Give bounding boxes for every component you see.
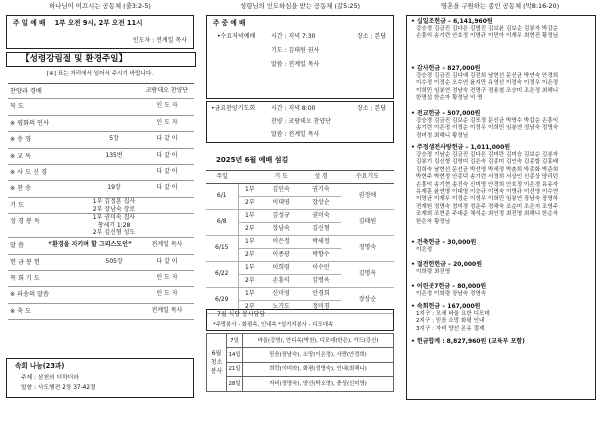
order-item-person: 인 도 자 <box>156 273 178 281</box>
col-date: 주일 <box>206 171 238 184</box>
sunday-theme-banner: 【성령강림절 및 환경주일】 <box>6 52 196 67</box>
order-item-person: 다 같 이 <box>156 184 178 192</box>
order-item-person: 다 같 이 <box>156 151 178 159</box>
column2-heading: 성령님의 인도하심을 받는 공동체 (갈5:25) <box>239 2 361 10</box>
roster-bible: 이수민 <box>301 262 341 275</box>
roster-part: 2부 <box>238 301 261 314</box>
standing-note: [※] 표는 자리에서 일어서 주시기 바랍니다. <box>46 71 154 77</box>
sunday-service-times <box>13 20 142 28</box>
cleaning-week: 14일 <box>227 348 243 362</box>
order-item-person: 인 도 자 <box>156 290 178 298</box>
roster-pray: 신미영 <box>261 288 301 301</box>
order-item-detail: 505장 <box>105 257 123 265</box>
order-item-name: ※ 축 도 <box>10 307 32 315</box>
roster-date: 6/8 <box>206 210 238 236</box>
offering-names: 한은자 황정님 <box>416 218 451 225</box>
wed-service-prayer: 기도 : 김태원 권사 <box>271 47 320 54</box>
offering-names: 1지구 : 모세 바울 요한 디모데 <box>416 310 490 317</box>
offering-heading: • 전교헌금 – 507,000원 <box>411 110 481 117</box>
offering-names: 손흥익 송기현 송진숙 신미영 안경희 안호정 이은경 유유자 <box>416 181 559 188</box>
order-item-detail: 135번 <box>105 151 123 159</box>
offering-names: 김봉기 김신형 김영미 김은숙 김종미 김인숙 김종합 김홍배 <box>416 159 559 166</box>
order-row <box>8 132 194 148</box>
roster-pray: 손흥익 <box>261 275 301 288</box>
fri-service-time: 시간 : 저녁 8:00 <box>271 105 316 112</box>
roster-part: 2부 <box>238 197 261 210</box>
cleaning-duty-table <box>206 333 394 392</box>
order-item-detail <box>84 198 144 214</box>
offering-names: 강승경 김금진 김다은 김범진 김보윤 김보순 김봉자 박감순 <box>416 25 559 32</box>
order-header-row <box>8 83 194 99</box>
order-item-person: 전계일 목사 <box>151 241 183 249</box>
roster-part: 1부 <box>238 184 261 197</box>
order-item-name: ※ 평화의 인사 <box>10 119 50 127</box>
order-row <box>8 165 194 181</box>
order-item-name: ※ 찬 송 <box>10 185 32 193</box>
fellowship-subject: 주제 : 삼천의 더하더라 <box>21 375 79 381</box>
offering-heading: • 헌금합계 : 8,827,960원 (교육부 포함) <box>411 338 525 345</box>
order-item-name: ※ 송 영 <box>10 136 32 144</box>
friday-service-box <box>206 101 394 143</box>
prayer-roster-table <box>206 170 394 314</box>
order-item-name: 헌 금 봉 헌 <box>10 258 40 266</box>
meal-duty-box <box>206 309 394 331</box>
cleaning-duty-row <box>207 377 394 391</box>
offering-section <box>411 145 593 226</box>
order-item-person: 인 도 자 <box>156 102 178 110</box>
roster-pray: 장남숙 <box>261 223 301 236</box>
offering-names: 3지구 : 자비 양선 온유 절제 <box>416 325 485 332</box>
roster-date: 6/15 <box>206 236 238 262</box>
fellowship-verse: 말씀 : 사도행전 2장 37-42절 <box>21 385 96 391</box>
weekday-service-title: 주 중 예 배 <box>213 19 246 27</box>
order-row <box>8 181 194 197</box>
order-row <box>8 214 194 238</box>
order-item-detail-line: 1부 권미숙 집사 <box>92 214 136 222</box>
roster-pray: 김성규 <box>261 210 301 223</box>
offering-heading: • 십일조헌금 – 6,141,960원 <box>411 18 493 25</box>
order-item-person: 전계일 목사 <box>151 306 183 314</box>
prayer-roster-row <box>206 288 394 301</box>
sunday-service-box <box>6 15 194 49</box>
offering-names: 정미정 최해니 황정님 <box>416 132 469 139</box>
order-item-person: 인 도 자 <box>156 118 178 126</box>
column-offerings <box>402 0 598 424</box>
roster-pray: 이희령 <box>261 262 301 275</box>
order-item-detail: 5장 <box>109 135 119 143</box>
order-item-name: 말 씀 <box>10 242 24 250</box>
order-item-person: 코람데오 찬양단 <box>145 87 189 94</box>
cleaning-duty-row <box>207 362 394 376</box>
offering-names: 박현주 박현정 안종덕 송기련 서정희 서상인 신종상 양리던 <box>416 174 559 181</box>
cleaning-week: 28일 <box>227 377 243 391</box>
offering-names: 강승경 김금진 김다예 김진희 남현선 문선균 박연숙 안경희 <box>416 72 559 79</box>
offering-names: 강승경 기남순 김금진 김다은 김미란 김미승 김보순 김봉자 <box>416 151 559 158</box>
prayer-roster-row <box>206 210 394 223</box>
cleaning-groups: 믿음(장남숙), 소망(이은정), 사랑(안경희) <box>243 348 394 362</box>
roster-date: 6/29 <box>206 288 238 314</box>
roster-bible: 박세정 <box>301 236 341 249</box>
wed-service-time: 시간 : 저녁 7:30 <box>271 33 316 40</box>
order-item-name: 성 경 봉 독 <box>10 218 40 226</box>
roster-part: 2부 <box>238 275 261 288</box>
order-item-person: 다 같 이 <box>156 167 178 175</box>
sunday-service-hours: 1부 오전 9시, 2부 오전 11시 <box>54 19 143 27</box>
fri-service-place: 장소 : 본당 <box>357 105 387 112</box>
roster-part: 1부 <box>238 262 261 275</box>
cleaning-duty-row <box>207 348 394 362</box>
roster-bible: 정미경 <box>301 301 341 314</box>
meal-duty-sub: *주방봉사 - 화평속, 인내속 *설거지봉사 - 디모데속 <box>213 322 334 328</box>
roster-part: 1부 <box>238 210 261 223</box>
offering-names: 이희민 임봉연 정남숙 전명구 정용철 조승미 조은정 최해니 <box>416 87 559 94</box>
roster-pray: 이대영 <box>261 197 301 210</box>
offering-names: 김희숙 남현선 문선균 박선영 박세정 박춘희 박종화 박준희 <box>416 166 559 173</box>
cleaning-week: 21일 <box>227 362 243 376</box>
offering-section <box>411 262 593 276</box>
offering-section <box>411 339 593 346</box>
cleaning-month: 6월 청소 봉사 <box>207 334 227 392</box>
offering-heading: • 절전헌헌금 – 20,000원 <box>411 261 483 268</box>
offering-names: 조재희 조현준 주대준 채석순 최인정 최진영 최해니 한순자 <box>416 211 559 218</box>
roster-bible: 김명옥 <box>301 275 341 288</box>
fellowship-box <box>6 358 194 398</box>
roster-bible: 장상순 <box>301 197 341 210</box>
order-item-name: ※ 파송의 말씀 <box>10 291 50 299</box>
col-part <box>238 171 261 184</box>
order-item-name: 묵 도 <box>10 103 24 111</box>
cleaning-groups: 바울(강명), 안디옥(박천), 디모데(한은), 가드(강신) <box>243 334 394 348</box>
roster-bible: 박향수 <box>301 249 341 262</box>
roster-pray: 김인숙 <box>261 184 301 197</box>
column3-heading: 영혼을 구원하는 종인 공동체 (막8:16-20) <box>440 2 560 10</box>
offering-section <box>411 304 593 333</box>
order-row <box>8 255 194 271</box>
order-row <box>8 287 194 303</box>
offering-section <box>411 284 593 298</box>
roster-wed: 정명숙 <box>341 236 394 262</box>
roster-part: 2부 <box>238 249 261 262</box>
cleaning-week: 7일 <box>227 334 243 348</box>
offering-section <box>411 19 593 41</box>
offering-names: 이영균 이재우 이정순 이정우 이희민 임봉연 장남숙 장영하 <box>416 196 559 203</box>
order-row <box>8 99 194 115</box>
order-item-name: 찬양과 경배 <box>10 88 42 95</box>
sunday-service-leader: 인도자 : 전계일 목사 <box>132 37 187 44</box>
offering-names: 2지구 : 믿음 소망 화평 인내 <box>416 318 485 325</box>
roster-part: 1부 <box>238 236 261 249</box>
wed-service-name: •수요저녁예배 <box>217 33 256 40</box>
col-bible: 성 경 <box>301 171 341 184</box>
order-item-detail-line: 2부 김신형 성도 <box>92 229 136 237</box>
offering-names: 이수정 이정순 오수연 윤지만 유영선 이정숙 이정우 이은정 <box>416 80 559 87</box>
offering-names: 이희령 최진영 <box>416 268 451 275</box>
roster-bible: 권미숙 <box>301 210 341 223</box>
order-of-worship <box>8 83 194 320</box>
sermon-title: “환경을 지키며 할 그리스도인” <box>48 241 132 249</box>
offering-heading: • 주정생전사랑헌금 – 1,011,000원 <box>411 144 511 151</box>
fri-service-preacher: 말씀 : 전계일 목사 <box>271 131 320 138</box>
offering-heading: • 건축헌금 – 30,000원 <box>411 239 477 246</box>
order-item-name: 기 도 <box>10 201 24 209</box>
meal-duty-title: 7월 식당 봉사담당 <box>217 311 266 318</box>
offering-list <box>406 15 596 400</box>
offering-names: 전계원 정명숙 정미경 정운주 정해숙 조순미 조은지 조영주 <box>416 203 559 210</box>
roster-bible: 김신형 <box>301 223 341 236</box>
fri-service-name: •금요찬양기도회 <box>211 105 256 112</box>
prayer-roster-row <box>206 236 394 249</box>
offering-names: 송기련 이은정 이정순 이정우 이희민 임봉연 정남숙 정명숙 <box>416 125 559 132</box>
roster-bible: 안경희 <box>301 288 341 301</box>
order-row <box>8 304 194 320</box>
order-item-detail-line: 2부 장남숙 장로 <box>92 205 136 213</box>
column1-heading: 하나님이 이끄시는 공동체 (출3:2-5) <box>49 2 151 10</box>
order-item-name: 목 회 기 도 <box>10 274 40 282</box>
wed-service-preacher: 말씀 : 전계일 목사 <box>271 61 320 68</box>
col-wed-prayer: 수요기도 <box>341 171 394 184</box>
roster-bible: 권기숙 <box>301 184 341 197</box>
cleaning-groups: 자비(정명숙), 양선(박소영), 충성(신미영) <box>243 377 394 391</box>
order-row <box>8 198 194 214</box>
fri-service-praise: 찬양 : 코람데오 찬양단 <box>271 118 331 125</box>
roster-pray: 이은정 <box>261 236 301 249</box>
offering-section <box>411 111 593 140</box>
order-item-detail: 19장 <box>107 184 121 192</box>
offering-heading: • 어린곳7헌금 – 80,000원 <box>411 283 487 290</box>
prayer-roster-row <box>206 184 394 197</box>
prayer-roster-header <box>206 171 394 184</box>
offering-section <box>411 240 593 254</box>
offering-names: 이은정 이희령 장남숙 정명숙 <box>416 290 487 297</box>
sunday-service-title: 주 일 예 배 <box>13 19 46 27</box>
roster-wed: 권정애 <box>341 184 394 210</box>
offering-names: 손흥익 송기련 안호정 이명규 이민아 이재우 최현진 황정님 <box>416 33 559 40</box>
offering-names: 유재훈 윤연영 이대영 이승규 이명숙 이명규 이선영 이수연 <box>416 188 559 195</box>
offering-heading: • 속회헌금 – 167,000원 <box>411 303 481 310</box>
order-row <box>8 238 194 254</box>
roster-wed: 김태원 <box>341 210 394 236</box>
roster-wed: 장상순 <box>341 288 394 314</box>
offering-heading: • 감사헌금 – 827,000원 <box>411 65 481 72</box>
roster-pray: 노기도 <box>261 301 301 314</box>
weekday-service-box <box>206 15 394 99</box>
fellowship-title: 속회 나눔(23과) <box>15 362 65 370</box>
roster-pray: 이종광 <box>261 249 301 262</box>
offering-names: 강승경 김금진 김보순 김포정 문선균 박명수 박갑순 손흥익 <box>416 117 559 124</box>
cleaning-groups: 희락(이미라), 화평(정명숙), 인내(최해니) <box>243 362 394 376</box>
order-row <box>8 116 194 132</box>
prayer-roster-row <box>206 262 394 275</box>
order-item-detail-line: 창세기 1:28 <box>97 221 131 229</box>
roster-date: 6/1 <box>206 184 238 210</box>
order-item-detail <box>84 214 144 237</box>
roster-date: 6/22 <box>206 262 238 288</box>
column-worship-order <box>2 0 198 424</box>
roster-part: 2부 <box>238 223 261 236</box>
roster-wed: 김명옥 <box>341 262 394 288</box>
order-item-name: ※ 사 도 신 경 <box>10 168 47 176</box>
order-item-person: 다 같 이 <box>156 135 178 143</box>
offering-section <box>411 66 593 103</box>
offering-names: 이은정 <box>416 246 433 253</box>
cleaning-duty-row <box>207 334 394 348</box>
order-item-detail-line: 1부 김정훈 집사 <box>92 197 136 205</box>
column-services <box>202 0 398 424</box>
order-item-name: ※ 교 독 <box>10 152 32 160</box>
offering-names: 한명섭 한순자 황정님 익 명 <box>416 95 483 102</box>
prayer-roster-title: 2025년 6월 예배 섬김 <box>216 156 289 164</box>
order-row <box>8 149 194 165</box>
col-prayer: 기 도 <box>261 171 301 184</box>
order-row <box>8 271 194 287</box>
roster-part: 1부 <box>238 288 261 301</box>
order-item-person: 다 같 이 <box>156 257 178 265</box>
wed-service-place: 장소 : 본당 <box>357 33 387 40</box>
